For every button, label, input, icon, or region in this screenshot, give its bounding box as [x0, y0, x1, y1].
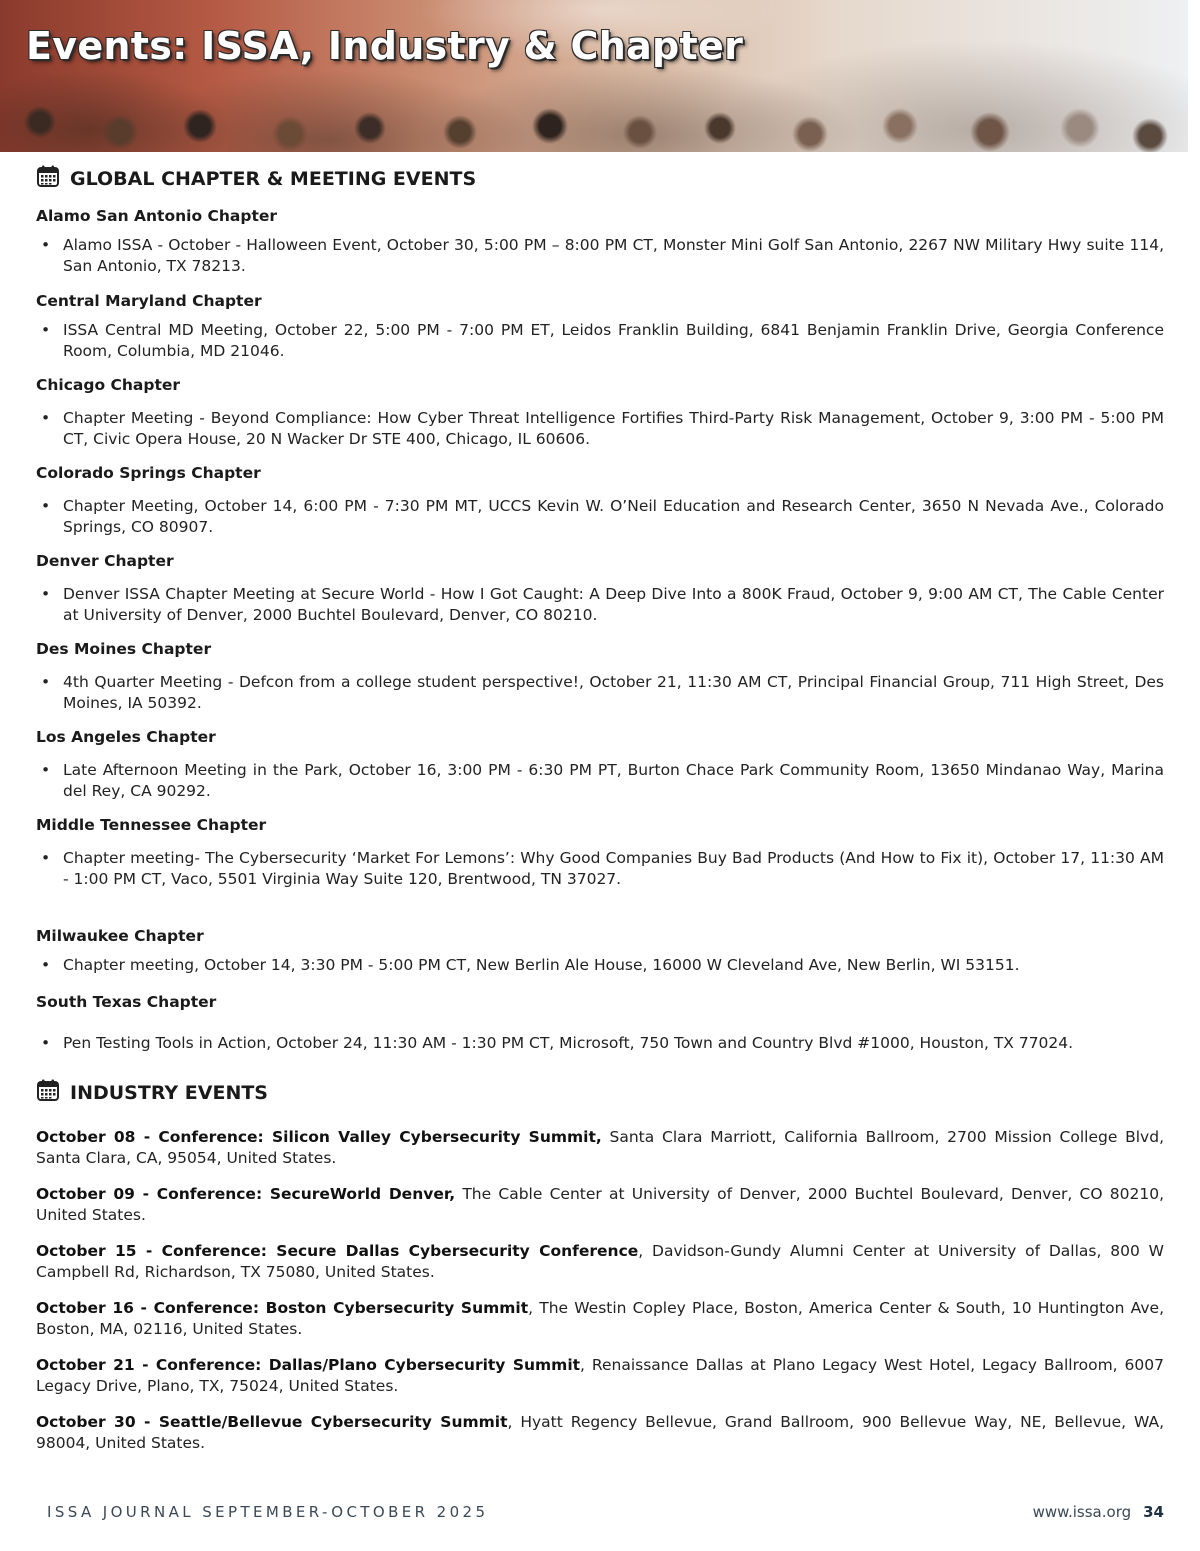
chapter-block: [36, 376, 1164, 450]
chapter-block: [36, 993, 1164, 1054]
chapter-block: [36, 728, 1164, 802]
chapter-block: [36, 640, 1164, 714]
industry-event: [36, 1298, 1164, 1340]
industry-event: [36, 1412, 1164, 1454]
chapter-name: Des Moines Chapter: [36, 640, 212, 658]
chapter-block: [36, 464, 1164, 538]
industry-event-title: October 09 - Conference: SecureWorld Denver,: [36, 1185, 456, 1203]
industry-event: [36, 1241, 1164, 1283]
list-item: • Chapter meeting, October 14, 3:30 PM - 5:00 PM CT, New Berlin Ale House, 16000 W Cleveland Ave, New Berlin, WI 53151.: [36, 955, 1164, 976]
list-item: • Chapter Meeting - Beyond Compliance: How Cyber Threat Intelligence Fortifies Third-Party Risk Management, October 9, 3:00 PM - 5:00 PM CT, Civic Opera House, 20 N Wacker Dr STE 400, Chicago, IL 60606.: [36, 408, 1164, 450]
chapter-name: Los Angeles Chapter: [36, 728, 216, 746]
calendar-icon: [36, 1078, 60, 1107]
chapter-events-heading-text: GLOBAL CHAPTER & MEETING EVENTS: [70, 167, 477, 190]
list-item: • Pen Testing Tools in Action, October 24, 11:30 AM - 1:30 PM CT, Microsoft, 750 Town and Country Blvd #1000, Houston, TX 77024.: [36, 1033, 1164, 1054]
chapter-block: [36, 816, 1164, 890]
website-link[interactable]: www.issa.org: [1032, 1503, 1132, 1521]
chapter-name: Chicago Chapter: [36, 376, 181, 394]
chapter-events-heading: [36, 164, 1164, 193]
industry-event-details: , Renaissance Dallas at Plano Legacy West Hotel, Legacy Ballroom, 6007 Legacy Drive, Plano, TX, 75024, United States.: [36, 1356, 1164, 1395]
list-item: • Alamo ISSA - October - Halloween Event, October 30, 5:00 PM – 8:00 PM CT, Monster Mini Golf San Antonio, 2267 NW Military Hwy suite 114, San Antonio, TX 78213.: [36, 235, 1164, 277]
page-footer: [1033, 1503, 1164, 1521]
chapter-name: Middle Tennessee Chapter: [36, 816, 267, 834]
main-content: [36, 164, 1164, 1454]
industry-events-heading-text: INDUSTRY EVENTS: [70, 1081, 268, 1104]
page-title: Events: ISSA, Industry & Chapter: [26, 24, 744, 68]
chapter-name: Milwaukee Chapter: [36, 927, 204, 945]
industry-event-title: October 16 - Conference: Boston Cybersecurity Summit: [36, 1299, 529, 1317]
industry-events-heading: [36, 1078, 1164, 1107]
list-item: • Chapter meeting- The Cybersecurity ‘Market For Lemons’: Why Good Companies Buy Bad Products (And How to Fix it), October 17, 11:30 AM - 1:00 PM CT, Vaco, 5501 Virginia Way Suite 120, Brentwood, TN 37027.: [36, 848, 1164, 890]
industry-event-details: , Davidson-Gundy Alumni Center at University of Dallas, 800 W Campbell Rd, Richardson, TX 75080, United States.: [36, 1242, 1164, 1281]
industry-event-title: October 15 - Conference: Secure Dallas Cybersecurity Conference: [36, 1242, 639, 1260]
chapter-block: [36, 207, 1164, 277]
chapter-name: Alamo San Antonio Chapter: [36, 207, 278, 225]
chapter-name: South Texas Chapter: [36, 993, 217, 1011]
industry-event: [36, 1184, 1164, 1226]
industry-event-details: , Hyatt Regency Bellevue, Grand Ballroom, 900 Bellevue Way, NE, Bellevue, WA, 98004, United States.: [36, 1413, 1164, 1452]
chapter-block: [36, 552, 1164, 626]
chapter-name: Denver Chapter: [36, 552, 174, 570]
list-item: • Late Afternoon Meeting in the Park, October 16, 3:00 PM - 6:30 PM PT, Burton Chace Park Community Room, 13650 Mindanao Way, Marina del Rey, CA 90292.: [36, 760, 1164, 802]
list-item: • Denver ISSA Chapter Meeting at Secure World - How I Got Caught: A Deep Dive Into a 800K Fraud, October 9, 9:00 AM CT, The Cable Center at University of Denver, 2000 Buchtel Boulevard, Denver, CO 80210.: [36, 584, 1164, 626]
chapter-block: [36, 292, 1164, 362]
list-item: • ISSA Central MD Meeting, October 22, 5:00 PM - 7:00 PM ET, Leidos Franklin Building, 6841 Benjamin Franklin Drive, Georgia Conference Room, Columbia, MD 21046.: [36, 320, 1164, 362]
list-item: • 4th Quarter Meeting - Defcon from a college student perspective!, October 21, 11:30 AM CT, Principal Financial Group, 711 High Street, Des Moines, IA 50392.: [36, 672, 1164, 714]
industry-event-title: October 21 - Conference: Dallas/Plano Cybersecurity Summit: [36, 1356, 581, 1374]
header-banner: [0, 0, 1188, 152]
industry-event-title: October 30 - Seattle/Bellevue Cybersecurity Summit: [36, 1413, 508, 1431]
page-number: 34: [1143, 1503, 1164, 1521]
industry-event: [36, 1127, 1164, 1169]
industry-event: [36, 1355, 1164, 1397]
audience-photo: [0, 82, 1188, 152]
industry-event-details: , The Westin Copley Place, Boston, America Center & South, 10 Huntington Ave, Boston, MA, 02116, United States.: [36, 1299, 1164, 1338]
industry-event-details: Santa Clara Marriott, California Ballroom, 2700 Mission College Blvd, Santa Clara, CA, 95054, United States.: [36, 1128, 1164, 1167]
calendar-icon: [36, 164, 60, 193]
industry-event-title: October 08 - Conference: Silicon Valley Cybersecurity Summit,: [36, 1128, 602, 1146]
list-item: • Chapter Meeting, October 14, 6:00 PM - 7:30 PM MT, UCCS Kevin W. O’Neil Education and Research Center, 3650 N Nevada Ave., Colorado Springs, CO 80907.: [36, 496, 1164, 538]
chapter-name: Colorado Springs Chapter: [36, 464, 261, 482]
chapter-name: Central Maryland Chapter: [36, 292, 262, 310]
journal-footer: ISSA JOURNAL SEPTEMBER-OCTOBER 2025: [47, 1503, 489, 1521]
chapter-block: [36, 927, 1164, 976]
industry-event-details: The Cable Center at University of Denver, 2000 Buchtel Boulevard, Denver, CO 80210, United States.: [36, 1185, 1164, 1224]
